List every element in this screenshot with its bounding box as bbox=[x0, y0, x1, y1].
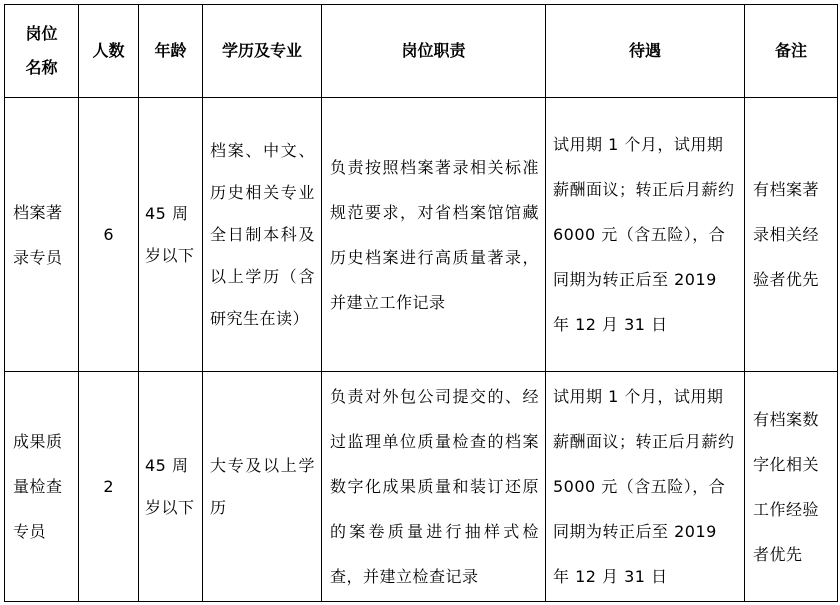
age-cell bbox=[139, 98, 203, 372]
duties-cell bbox=[322, 372, 546, 602]
count-cell: 2 bbox=[79, 372, 139, 602]
remarks-text: 有档案著录相关经验者优先 bbox=[753, 180, 820, 290]
header-pay: 待遇 bbox=[546, 5, 745, 98]
education-text: 档案、中文、历史相关专业全日制本科及以上学历（含研究生在读） bbox=[210, 140, 315, 328]
education-cell bbox=[203, 372, 322, 602]
duties-cell bbox=[322, 98, 546, 372]
header-age: 年龄 bbox=[139, 5, 203, 98]
table-row bbox=[5, 98, 838, 372]
remarks-cell bbox=[745, 98, 838, 372]
pay-cell bbox=[546, 372, 745, 602]
header-position-line2: 名称 bbox=[25, 58, 58, 77]
pay-cell bbox=[546, 98, 745, 372]
header-duties: 岗位职责 bbox=[322, 5, 546, 98]
education-cell bbox=[203, 98, 322, 372]
age-text: 45 周岁以下 bbox=[145, 203, 195, 265]
table-row bbox=[5, 372, 838, 602]
age-cell bbox=[139, 372, 203, 602]
header-education: 学历及专业 bbox=[203, 5, 322, 98]
header-position-line1: 岗位 bbox=[25, 24, 58, 43]
position-cell bbox=[5, 98, 79, 372]
header-count: 人数 bbox=[79, 5, 139, 98]
duties-text: 负责按照档案著录相关标准规范要求，对省档案馆馆藏历史档案进行高质量著录，并建立工作记录 bbox=[330, 157, 539, 312]
position-text: 档案著录专员 bbox=[13, 202, 63, 267]
pay-text: 试用期 1 个月，试用期薪酬面议；转正后月薪约 5000 元（含五险），合同期为转正后至 2019 年 12 月 31 日 bbox=[553, 387, 735, 587]
age-text: 45 周岁以下 bbox=[145, 455, 195, 517]
education-text: 大专及以上学历 bbox=[210, 455, 315, 517]
header-remarks: 备注 bbox=[745, 5, 838, 98]
duties-text: 负责对外包公司提交的、经过监理单位质量检查的档案数字化成果质量和装订还原的案卷质量进行抽样式检查，并建立检查记录 bbox=[330, 387, 539, 587]
remarks-text: 有档案数字化相关工作经验者优先 bbox=[753, 409, 820, 564]
position-text: 成果质量检查专员 bbox=[13, 432, 63, 542]
remarks-cell bbox=[745, 372, 838, 602]
count-cell: 6 bbox=[79, 98, 139, 372]
position-cell bbox=[5, 372, 79, 602]
header-row bbox=[5, 5, 838, 98]
pay-text: 试用期 1 个月，试用期薪酬面议；转正后月薪约 6000 元（含五险），合同期为转正后至 2019 年 12 月 31 日 bbox=[553, 135, 735, 335]
recruitment-table bbox=[4, 4, 838, 602]
header-position bbox=[5, 5, 79, 98]
